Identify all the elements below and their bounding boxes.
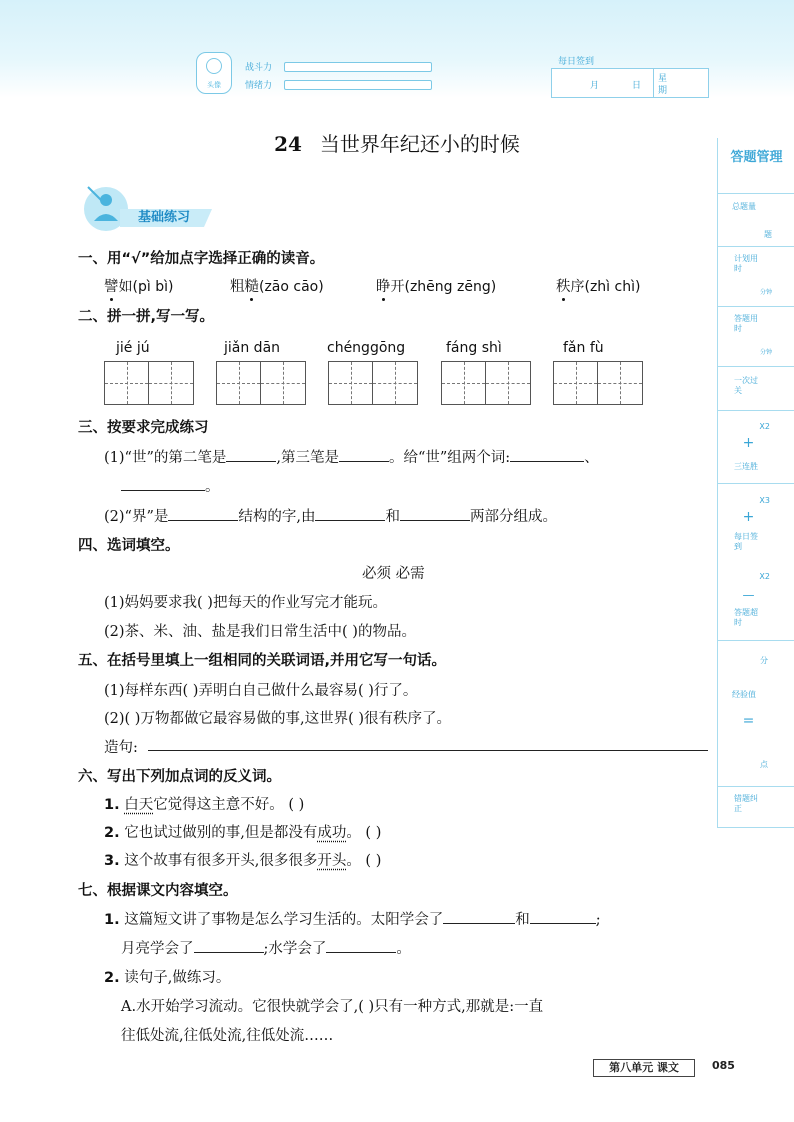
answer-management-sidebar [717, 138, 794, 828]
s3-line-1 [104, 446, 599, 467]
sidebar-points: 点 [760, 760, 768, 769]
stat-bar-2 [284, 80, 432, 90]
s3-text: 和 [385, 509, 400, 525]
s6-line-1[interactable] [104, 793, 304, 814]
s4-line-2[interactable]: (2)茶、米、油、盐是我们日常生活中( )的物品。 [104, 624, 416, 640]
s1-item-4 [556, 275, 640, 296]
badge-label: 基础练习 [138, 210, 191, 225]
answer-blank[interactable] [400, 506, 470, 521]
writing-grid-4[interactable] [441, 361, 531, 405]
answer-blank[interactable] [121, 476, 205, 491]
s3-text: 两部分组成。 [469, 509, 557, 525]
s6-text: 这个故事有很多开头,很多很多 [124, 853, 318, 869]
s2-pinyin-5: fǎn fù [563, 340, 604, 356]
s3-text: (2)“界”是 [104, 509, 169, 525]
sign-in-box[interactable] [551, 68, 709, 98]
lesson-title [0, 128, 794, 157]
sidebar-minus: — [742, 588, 755, 602]
sign-day: 日 [632, 81, 642, 91]
s7-text: ;水学会了 [263, 941, 327, 957]
answer-blank[interactable] [315, 506, 385, 521]
s3-text: 结构的字,由 [238, 509, 316, 525]
lesson-name: 当世界年纪还小的时候 [319, 132, 520, 156]
s6-dotted-word: 白天 [124, 797, 154, 813]
s1-item-3 [376, 275, 496, 296]
sidebar-daily: 每日签到 [734, 532, 758, 551]
section-5-heading: 五、在括号里填上一组相同的关联词语,并用它写一句话。 [78, 653, 447, 669]
s3-line-2 [104, 505, 557, 526]
answer-blank[interactable] [443, 909, 515, 924]
s3-text: 。给“世”组两个词: [388, 450, 511, 466]
answer-blank[interactable] [194, 938, 264, 953]
sidebar-plus-2: + [742, 509, 755, 525]
writing-cell[interactable] [486, 362, 530, 404]
writing-cell[interactable] [554, 362, 598, 404]
s2-pinyin-4: fáng shì [446, 340, 502, 356]
s6-num: 1. [104, 797, 120, 813]
s1-dotted-char-4: 秩 [556, 275, 571, 296]
answer-blank[interactable] [530, 909, 596, 924]
s7-text: ; [595, 912, 601, 928]
s5-sentence-label: 造句: [104, 740, 138, 756]
s1-item-1 [104, 275, 173, 296]
sidebar-streak: 三连胜 [734, 462, 758, 471]
avatar-label: 头像 [207, 81, 221, 89]
stat-label-1: 战斗力 [245, 63, 273, 73]
s6-line-3[interactable] [104, 849, 381, 870]
s7-line-2 [121, 937, 411, 958]
sidebar-answer: 答题用时 [734, 314, 758, 333]
writing-cell[interactable] [105, 362, 149, 404]
writing-grid-2[interactable] [216, 361, 306, 405]
sign-divider [653, 69, 654, 97]
stat-label-2: 情绪力 [245, 81, 273, 91]
s6-line-2[interactable] [104, 821, 381, 842]
s5-line-2[interactable]: (2)( )万物都做它最容易做的事,这世界( )很有秩序了。 [104, 711, 451, 727]
writing-cell[interactable] [442, 362, 486, 404]
s1-pinyin-2[interactable]: (zāo cāo) [259, 279, 324, 295]
answer-blank[interactable] [326, 938, 396, 953]
s1-dotted-char-1: 譬 [104, 275, 119, 296]
writing-cell[interactable] [261, 362, 305, 404]
s4-line-1[interactable]: (1)妈妈要求我( )把每天的作业写完才能玩。 [104, 595, 387, 611]
sidebar-plus-1: + [742, 435, 755, 451]
s5-line-1[interactable]: (1)每样东西( )弄明白自己做什么最容易( )行了。 [104, 683, 418, 699]
s4-word-choices: 必须 必需 [362, 566, 425, 582]
sign-week-1: 星 [658, 74, 668, 84]
s6-text: 它觉得这主意不好。 ( ) [153, 797, 305, 813]
s1-item-2 [230, 275, 324, 296]
s7-text: 。 [396, 941, 411, 957]
s7-num: 2. [104, 970, 120, 986]
section-1-heading: 一、用“√”给加点字选择正确的读音。 [78, 251, 325, 267]
section-2-heading: 二、拼一拼,写一写。 [78, 309, 215, 325]
s1-dotted-char-2: 糙 [245, 275, 260, 296]
sidebar-total: 总题量 [732, 202, 756, 211]
sign-in-title: 每日签到 [558, 57, 595, 67]
s6-num: 3. [104, 853, 120, 869]
writing-cell[interactable] [149, 362, 193, 404]
sidebar-score: 分 [760, 656, 768, 665]
answer-blank[interactable] [510, 447, 584, 462]
sidebar-total-unit: 题 [764, 230, 772, 239]
sidebar-x3: X3 [759, 496, 770, 505]
writing-cell[interactable] [598, 362, 642, 404]
sidebar-once: 一次过关 [734, 376, 758, 395]
s6-num: 2. [104, 825, 120, 841]
s7-line-5: 往低处流,往低处流,往低处流…… [121, 1028, 334, 1044]
sidebar-mistakes: 错题纠正 [734, 794, 758, 813]
sign-week-2: 期 [658, 86, 668, 96]
s6-dotted-word: 开头 [317, 853, 347, 869]
s6-text: 。 ( ) [346, 853, 382, 869]
sidebar-x2b: X2 [759, 572, 770, 581]
writing-grid-3[interactable] [328, 361, 418, 405]
s1-pinyin-1[interactable]: 如(pì bì) [118, 279, 174, 295]
s7-line-4[interactable]: A.水开始学习流动。它很快就学会了,( )只有一种方式,那就是:一直 [121, 999, 544, 1015]
s7-text: 读句子,做练习。 [124, 970, 231, 986]
sentence-answer-line[interactable] [148, 736, 708, 751]
page-number: 085 [712, 1059, 735, 1072]
unit-label: 第八单元 课文 [593, 1059, 695, 1077]
s3-line-1b [121, 475, 220, 496]
section-7-heading: 七、根据课文内容填空。 [78, 883, 238, 899]
s1-dotted-char-3: 睁 [376, 275, 391, 296]
s5-line-3 [104, 736, 138, 757]
answer-blank[interactable] [226, 447, 276, 462]
s6-text: 它也试过做别的事,但是都没有 [124, 825, 318, 841]
s7-text: 和 [515, 912, 530, 928]
s7-text: 这篇短文讲了事物是怎么学习生活的。太阳学会了 [124, 912, 444, 928]
sidebar-heading: 答题管理 [730, 150, 783, 165]
s7-num: 1. [104, 912, 120, 928]
sidebar-exp: 经验值 [732, 690, 756, 699]
writing-grid-5[interactable] [553, 361, 643, 405]
s1-char-2: 粗 [230, 279, 245, 295]
sign-month: 月 [590, 81, 600, 91]
answer-blank[interactable] [339, 447, 389, 462]
sidebar-x2a: X2 [759, 422, 770, 431]
sidebar-plan: 计划用时 [734, 254, 758, 273]
stat-bar-1 [284, 62, 432, 72]
s6-text: 。 ( ) [346, 825, 382, 841]
writing-cell[interactable] [217, 362, 261, 404]
s7-line-3 [104, 966, 230, 987]
s3-text: 、 [584, 450, 599, 466]
sidebar-answer-unit: 分钟 [759, 349, 772, 356]
s2-pinyin-1: jié jú [116, 340, 150, 356]
s1-pinyin-4[interactable]: 序(zhì chì) [570, 279, 641, 295]
writing-grid-1[interactable] [104, 361, 194, 405]
writing-cell[interactable] [329, 362, 373, 404]
s3-text: ,第三笔是 [276, 450, 339, 466]
section-3-heading: 三、按要求完成练习 [78, 420, 209, 436]
s3-text: (1)“世”的第二笔是 [104, 450, 227, 466]
section-4-heading: 四、选词填空。 [78, 538, 180, 554]
s2-pinyin-2: jiǎn dān [224, 340, 281, 356]
sidebar-overtime: 答题超时 [734, 608, 758, 627]
avatar [196, 52, 232, 94]
s7-text: 月亮学会了 [121, 941, 194, 957]
answer-blank[interactable] [168, 506, 238, 521]
s6-dotted-word: 成功 [317, 825, 347, 841]
sidebar-equals: = [742, 713, 755, 729]
avatar-icon [206, 58, 222, 74]
s3-text: 。 [205, 479, 220, 495]
s1-pinyin-3[interactable]: 开(zhēng zēng) [390, 279, 497, 295]
s7-line-1 [104, 908, 601, 929]
sidebar-plan-unit: 分钟 [759, 289, 772, 296]
section-6-heading: 六、写出下列加点词的反义词。 [78, 769, 281, 785]
writing-cell[interactable] [373, 362, 417, 404]
s2-pinyin-3: chénggōng [327, 340, 406, 356]
lesson-number: 24 [274, 132, 302, 156]
